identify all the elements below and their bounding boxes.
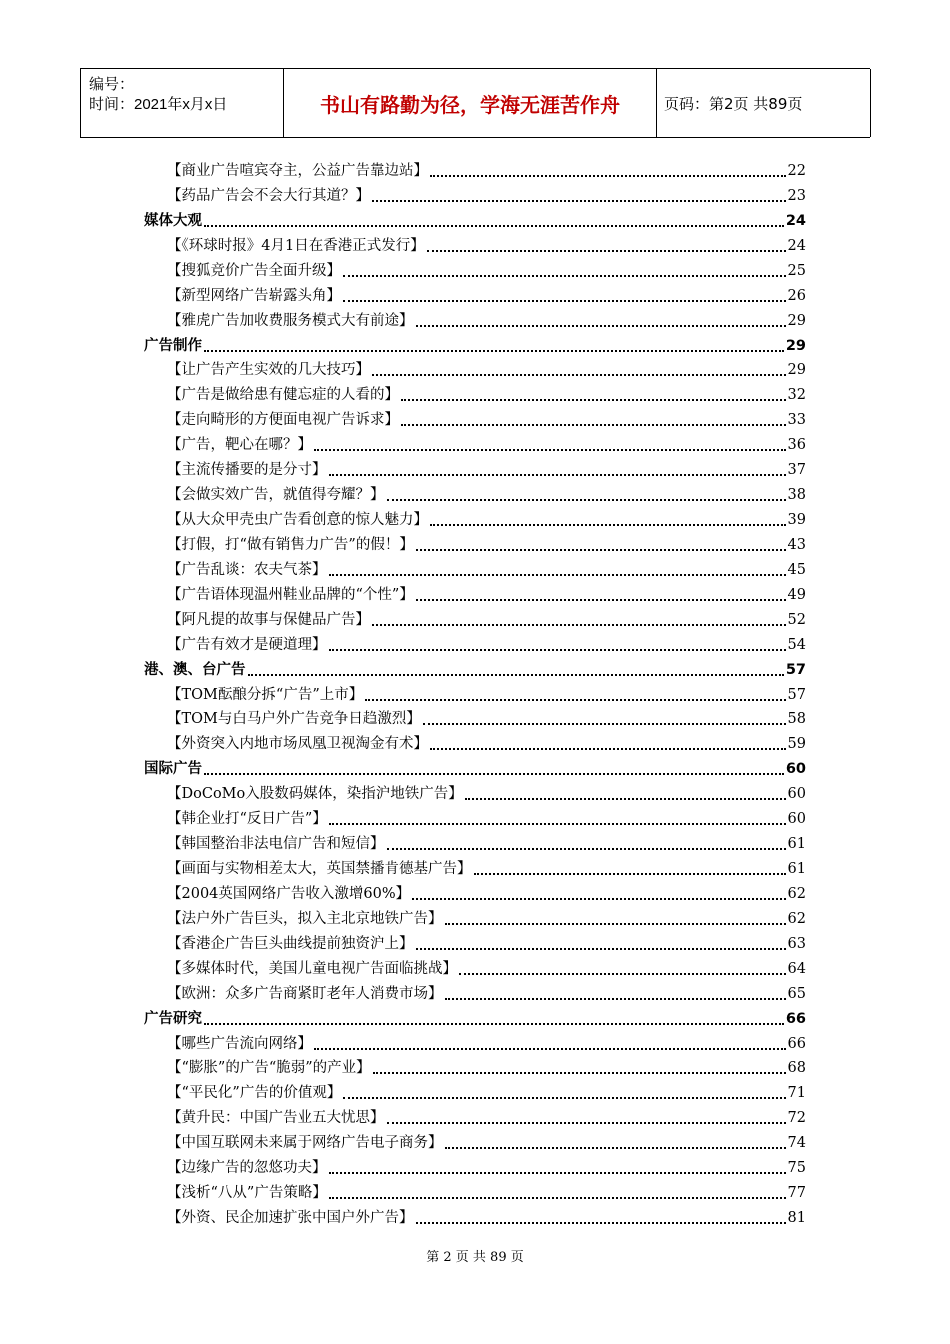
toc-entry[interactable] bbox=[167, 408, 806, 430]
toc-entry-title: 【欧洲：众多广告商紧盯老年人消费市场】 bbox=[167, 985, 443, 1002]
toc-entry[interactable] bbox=[167, 1206, 806, 1228]
toc-entry[interactable] bbox=[167, 857, 806, 879]
toc-entry-title: 【TOM与白马户外广告竞争日趋激烈】 bbox=[167, 711, 421, 728]
toc-entry[interactable] bbox=[167, 633, 806, 655]
toc-entry-title: 【法户外广告巨头，拟入主北京地铁广告】 bbox=[167, 910, 443, 927]
toc-leader-dots bbox=[387, 848, 786, 850]
toc-entry-title: 【《环球时报》4月1日在香港正式发行】 bbox=[167, 237, 425, 254]
toc-entry-page: 36 bbox=[787, 437, 806, 454]
toc-entry-title: 媒体大观 bbox=[144, 212, 202, 229]
toc-leader-dots bbox=[416, 549, 786, 551]
page-footer: 第 2 页 共 89 页 bbox=[426, 1250, 524, 1265]
toc-leader-dots bbox=[445, 1147, 786, 1149]
toc-section-entry[interactable] bbox=[144, 1007, 806, 1029]
toc-entry-page: 45 bbox=[787, 561, 806, 578]
toc-entry-title: 【会做实效广告，就值得夸耀？】 bbox=[167, 487, 385, 504]
toc-entry-title: 【边缘广告的忽悠功夫】 bbox=[167, 1160, 327, 1177]
toc-entry-page: 25 bbox=[787, 262, 806, 279]
toc-leader-dots bbox=[412, 898, 785, 900]
toc-entry-page: 61 bbox=[787, 861, 806, 878]
toc-entry-page: 66 bbox=[787, 1035, 806, 1052]
toc-leader-dots bbox=[314, 449, 786, 451]
toc-entry[interactable] bbox=[167, 358, 806, 380]
toc-leader-dots bbox=[329, 823, 786, 825]
toc-entry-title: 广告研究 bbox=[144, 1010, 202, 1027]
toc-entry-title: 【多媒体时代，美国儿童电视广告面临挑战】 bbox=[167, 960, 457, 977]
toc-entry-title: 【“平民化”广告的价值观】 bbox=[167, 1085, 342, 1102]
toc-leader-dots bbox=[329, 649, 786, 651]
toc-leader-dots bbox=[329, 474, 786, 476]
toc-entry-page: 72 bbox=[787, 1110, 806, 1127]
toc-entry-title: 【打假，打“做有销售力广告”的假！】 bbox=[167, 536, 414, 553]
toc-leader-dots bbox=[465, 798, 786, 800]
toc-leader-dots bbox=[416, 948, 786, 950]
toc-entry-title: 广告制作 bbox=[144, 337, 202, 354]
toc-leader-dots bbox=[372, 200, 786, 202]
toc-leader-dots bbox=[416, 1222, 786, 1224]
toc-leader-dots bbox=[445, 998, 786, 1000]
toc-entry-page: 57 bbox=[785, 661, 806, 678]
toc-leader-dots bbox=[474, 873, 786, 875]
toc-entry[interactable] bbox=[167, 309, 806, 331]
toc-leader-dots bbox=[430, 524, 786, 526]
toc-entry[interactable] bbox=[167, 807, 806, 829]
toc-entry-title: 【哪些广告流向网络】 bbox=[167, 1035, 312, 1052]
toc-entry-page: 39 bbox=[787, 512, 806, 529]
toc-entry[interactable] bbox=[167, 608, 806, 630]
toc-leader-dots bbox=[430, 748, 786, 750]
toc-entry-title: 【“膨胀”的广告“脆弱”的产业】 bbox=[167, 1060, 371, 1077]
toc-entry-page: 24 bbox=[785, 212, 806, 229]
toc-leader-dots bbox=[373, 1072, 786, 1074]
toc-entry-title: 【黄升民：中国广告业五大忧思】 bbox=[167, 1110, 385, 1127]
toc-entry-page: 22 bbox=[787, 163, 806, 179]
toc-entry[interactable] bbox=[167, 458, 806, 480]
toc-entry-page: 38 bbox=[787, 487, 806, 504]
toc-entry[interactable] bbox=[167, 1131, 806, 1153]
toc-leader-dots bbox=[329, 1197, 786, 1199]
toc-entry-title: 【DoCoMo入股数码媒体，染指沪地铁广告】 bbox=[167, 786, 463, 803]
toc-entry-title: 【韩国整治非法电信广告和短信】 bbox=[167, 836, 385, 853]
toc-entry[interactable] bbox=[167, 1056, 806, 1078]
toc-entry-title: 【广告有效才是硬道理】 bbox=[167, 636, 327, 653]
toc-entry-page: 68 bbox=[787, 1060, 806, 1077]
toc-entry-page: 62 bbox=[787, 885, 806, 902]
toc-entry-page: 57 bbox=[787, 686, 806, 703]
toc-entry-title: 【从大众甲壳虫广告看创意的惊人魅力】 bbox=[167, 512, 428, 529]
toc-entry-page: 29 bbox=[787, 362, 806, 379]
toc-entry-page: 81 bbox=[787, 1210, 806, 1227]
toc-entry-title: 【新型网络广告崭露头角】 bbox=[167, 287, 341, 304]
toc-entry-title: 【香港企广告巨头曲线提前独资沪上】 bbox=[167, 935, 414, 952]
toc-entry[interactable] bbox=[167, 508, 806, 530]
header-meta bbox=[80, 69, 284, 137]
toc-leader-dots bbox=[329, 1172, 786, 1174]
toc-entry[interactable] bbox=[167, 932, 806, 954]
toc-leader-dots bbox=[204, 350, 784, 352]
toc-section-entry[interactable] bbox=[144, 334, 806, 356]
toc-leader-dots bbox=[423, 723, 786, 725]
toc-leader-dots bbox=[427, 250, 786, 252]
toc-entry-page: 54 bbox=[787, 636, 806, 653]
toc-entry-page: 60 bbox=[787, 786, 806, 803]
toc-entry-page: 74 bbox=[787, 1135, 806, 1152]
toc-leader-dots bbox=[372, 624, 786, 626]
toc-entry[interactable] bbox=[167, 558, 806, 580]
toc-entry-page: 63 bbox=[787, 935, 806, 952]
toc-entry-title: 【中国互联网未来属于网络广告电子商务】 bbox=[167, 1135, 443, 1152]
toc-entry-title: 港、澳、台广告 bbox=[144, 661, 246, 678]
toc-entry[interactable] bbox=[167, 583, 806, 605]
toc-entry-page: 29 bbox=[787, 312, 806, 329]
toc-leader-dots bbox=[248, 674, 784, 676]
toc-entry[interactable] bbox=[167, 957, 806, 979]
toc-leader-dots bbox=[343, 275, 786, 277]
toc-entry[interactable] bbox=[167, 1106, 806, 1128]
toc-leader-dots bbox=[372, 374, 786, 376]
toc-leader-dots bbox=[416, 599, 786, 601]
toc-entry-page: 61 bbox=[787, 836, 806, 853]
toc-section-entry[interactable] bbox=[144, 658, 806, 680]
toc-entry[interactable] bbox=[167, 707, 806, 729]
toc-leader-dots bbox=[387, 1122, 786, 1124]
toc-entry-title: 【外资、民企加速扩张中国户外广告】 bbox=[167, 1210, 414, 1227]
toc-entry[interactable] bbox=[167, 259, 806, 281]
toc-entry-page: 37 bbox=[787, 462, 806, 479]
toc-leader-dots bbox=[430, 175, 786, 177]
toc-entry[interactable] bbox=[167, 1081, 806, 1103]
toc-leader-dots bbox=[204, 773, 784, 775]
header-number-label: 编号： bbox=[89, 76, 135, 93]
toc-entry-title: 【浅析“八从”广告策略】 bbox=[167, 1185, 327, 1202]
toc-entry[interactable] bbox=[167, 1032, 806, 1054]
toc-entry[interactable] bbox=[167, 1181, 806, 1203]
toc-entry-title: 【雅虎广告加收费服务模式大有前途】 bbox=[167, 312, 414, 329]
toc-entry-title: 【TOM酝酿分拆“广告”上市】 bbox=[167, 686, 364, 703]
toc-entry-page: 60 bbox=[785, 761, 806, 778]
toc-entry-page: 32 bbox=[787, 387, 806, 404]
toc-entry-title: 【韩企业打“反日广告”】 bbox=[167, 811, 327, 828]
toc-entry[interactable] bbox=[167, 483, 806, 505]
toc-leader-dots bbox=[204, 1023, 784, 1025]
toc-entry[interactable] bbox=[167, 782, 806, 804]
toc-entry-title: 【药品广告会不会大行其道？】 bbox=[167, 187, 370, 204]
toc-entry-title: 【主流传播要的是分寸】 bbox=[167, 462, 327, 479]
toc-entry-page: 58 bbox=[787, 711, 806, 728]
toc-leader-dots bbox=[314, 1048, 786, 1050]
toc-entry-title: 【广告是做给患有健忘症的人看的】 bbox=[167, 387, 399, 404]
toc-leader-dots bbox=[387, 499, 786, 501]
toc-leader-dots bbox=[459, 973, 786, 975]
toc-entry-title: 【2004英国网络广告收入激增60%】 bbox=[167, 885, 411, 902]
toc-entry-title: 国际广告 bbox=[144, 761, 202, 778]
toc-entry[interactable] bbox=[167, 982, 806, 1004]
toc-entry-page: 64 bbox=[787, 960, 806, 977]
toc-entry-title: 【搜狐竞价广告全面升级】 bbox=[167, 262, 341, 279]
toc-entry[interactable] bbox=[167, 1156, 806, 1178]
page-header bbox=[80, 68, 870, 138]
toc-entry-title: 【画面与实物相差太大，英国禁播肯德基广告】 bbox=[167, 861, 472, 878]
toc-entry-title: 【广告，靶心在哪？】 bbox=[167, 437, 312, 454]
toc-entry-page: 65 bbox=[787, 985, 806, 1002]
toc-entry[interactable] bbox=[167, 907, 806, 929]
toc-entry[interactable] bbox=[167, 882, 806, 904]
toc-entry-page: 66 bbox=[785, 1010, 806, 1027]
toc-entry-page: 33 bbox=[787, 412, 806, 429]
toc-leader-dots bbox=[416, 325, 786, 327]
toc-entry-title: 【外资突入内地市场凤凰卫视淘金有术】 bbox=[167, 736, 428, 753]
toc-entry[interactable] bbox=[167, 732, 806, 754]
toc-entry[interactable] bbox=[167, 184, 806, 206]
toc-entry[interactable] bbox=[167, 234, 806, 256]
toc-entry[interactable] bbox=[167, 284, 806, 306]
toc-entry-title: 【走向畸形的方便面电视广告诉求】 bbox=[167, 412, 399, 429]
toc-entry-title: 【商业广告喧宾夺主，公益广告靠边站】 bbox=[167, 163, 428, 179]
toc-leader-dots bbox=[365, 699, 785, 701]
toc-entry-page: 29 bbox=[785, 337, 806, 354]
header-motto: 书山有路勤为径，学海无涯苦作舟 bbox=[283, 69, 657, 137]
header-page-text: 页码：第2页 共89页 bbox=[664, 94, 803, 113]
toc-entry-title: 【阿凡提的故事与保健品广告】 bbox=[167, 611, 370, 628]
toc-entry-page: 52 bbox=[787, 611, 806, 628]
toc-entry-page: 62 bbox=[787, 910, 806, 927]
toc-entry-page: 26 bbox=[787, 287, 806, 304]
toc-leader-dots bbox=[204, 225, 784, 227]
toc-section-entry[interactable] bbox=[144, 209, 806, 231]
toc-entry[interactable] bbox=[167, 159, 806, 181]
header-page-info bbox=[656, 69, 871, 137]
toc-entry[interactable] bbox=[167, 533, 806, 555]
toc-entry[interactable] bbox=[167, 683, 806, 705]
toc-entry[interactable] bbox=[167, 433, 806, 455]
toc-entry-page: 43 bbox=[787, 536, 806, 553]
toc-entry-page: 77 bbox=[787, 1185, 806, 1202]
toc-section-entry[interactable] bbox=[144, 757, 806, 779]
toc-entry-page: 24 bbox=[787, 237, 806, 254]
toc-entry-title: 【广告语体现温州鞋业品牌的“个性”】 bbox=[167, 586, 414, 603]
toc-entry-page: 49 bbox=[787, 586, 806, 603]
toc-entry-page: 23 bbox=[787, 187, 806, 204]
toc-entry[interactable] bbox=[167, 383, 806, 405]
header-date: 时间：2021年x月x日 bbox=[89, 96, 228, 113]
toc-leader-dots bbox=[329, 574, 786, 576]
toc-entry-page: 71 bbox=[787, 1085, 806, 1102]
toc-entry-title: 【让广告产生实效的几大技巧】 bbox=[167, 362, 370, 379]
toc-leader-dots bbox=[445, 923, 786, 925]
toc-entry[interactable] bbox=[167, 832, 806, 854]
toc-leader-dots bbox=[401, 424, 786, 426]
toc-entry-title: 【广告乱谈：农夫气茶】 bbox=[167, 561, 327, 578]
toc-leader-dots bbox=[401, 399, 786, 401]
toc-leader-dots bbox=[343, 300, 786, 302]
toc-entry-page: 59 bbox=[787, 736, 806, 753]
toc-entry-page: 60 bbox=[787, 811, 806, 828]
toc-entry-page: 75 bbox=[787, 1160, 806, 1177]
toc-leader-dots bbox=[343, 1097, 785, 1099]
